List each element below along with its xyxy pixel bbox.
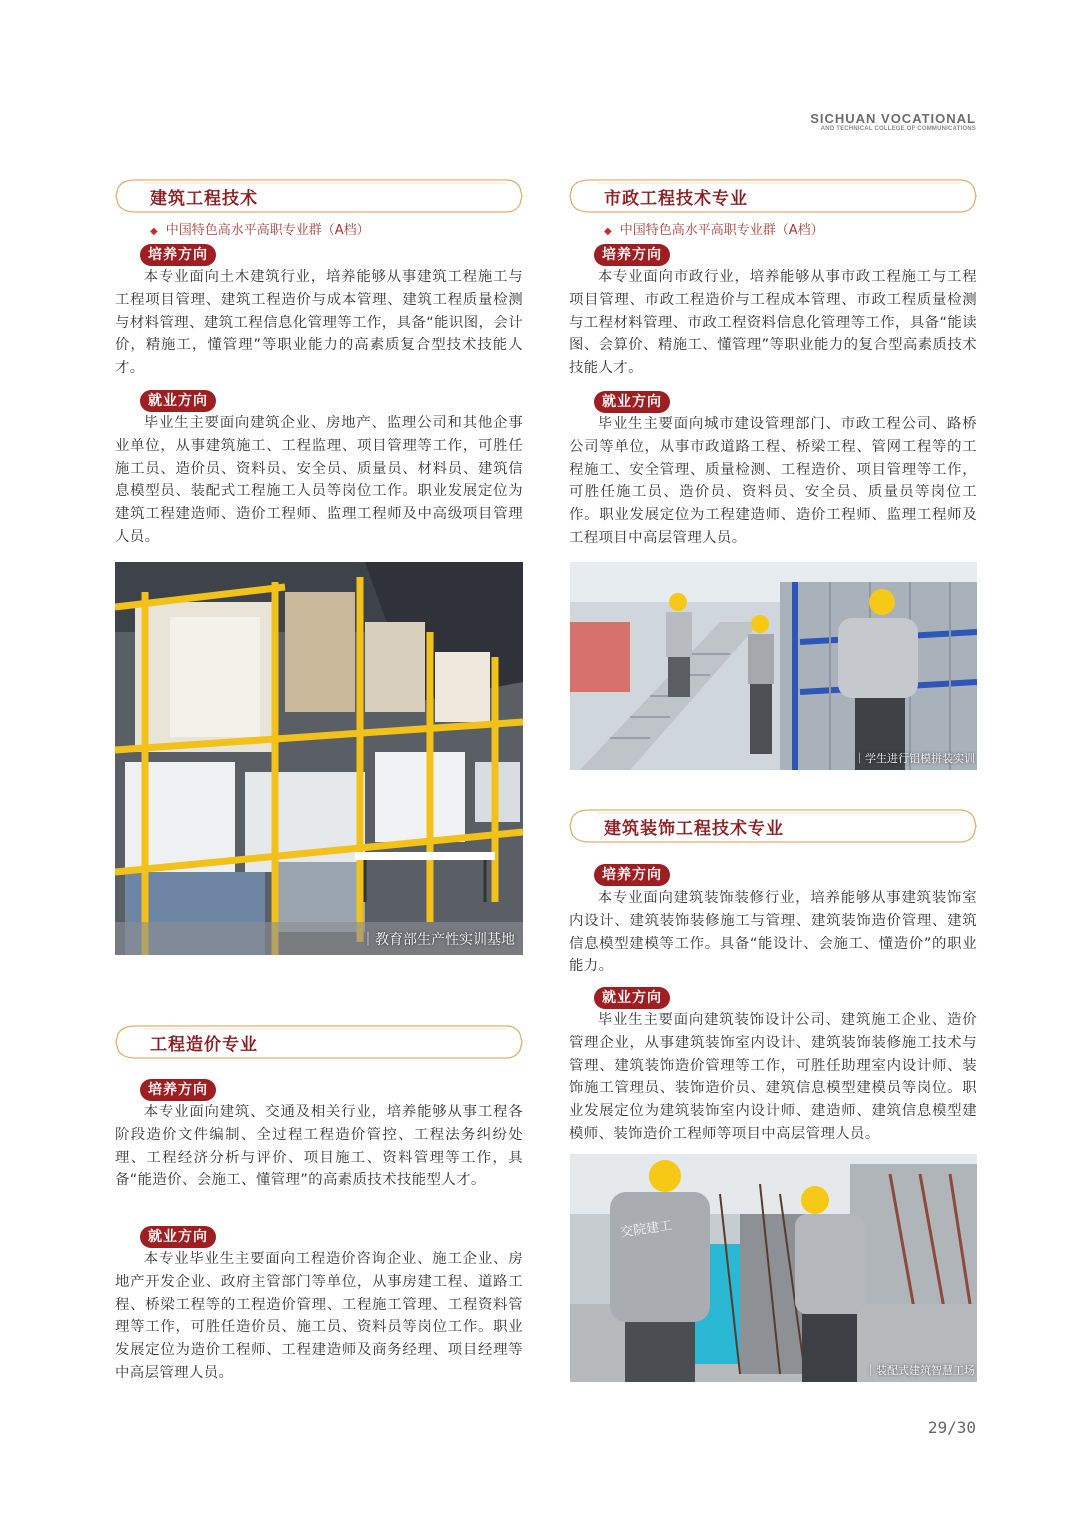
job-direction-tag: 就业方向 <box>140 1226 216 1248</box>
job-direction-text: 毕业生主要面向建筑企业、房地产、监理公司和其他企事业单位，从事建筑施工、工程监理、项目管理等工作，可胜任施工员、造价员、资料员、安全员、质量员、材料员、建筑信息模型员、装配式工程施工人员等岗位工作。职业发展定位为建筑工程建造师、造价工程师、监理工程师及中高级项目管理人员。 <box>115 415 523 545</box>
section-title: 建筑工程技术 <box>150 189 258 209</box>
section-title-frame-jianzhu <box>114 178 524 214</box>
page-number: 29/30 <box>927 1418 976 1437</box>
train-direction-text: 本专业面向建筑、交通及相关行业，培养能够从事工程各阶段造价文件编制、全过程工程造价管控、工程法务纠纷处理、工程经济分析与评价、项目施工、资料管理等工作，具备“能造价、会施工、懂管理”的高素质技术技能型人才。 <box>115 1104 523 1189</box>
job-direction-tag: 就业方向 <box>140 390 216 412</box>
level-line <box>150 219 370 238</box>
photo-formwork-training <box>570 562 977 770</box>
train-direction-tag: 培养方向 <box>140 244 216 266</box>
job-direction-text: 毕业生主要面向建筑装饰设计公司、建筑施工企业、造价管理企业，从事建筑装饰室内设计、建筑装饰装修施工技术与管理、建筑装饰造价管理等工作，可胜任助理室内设计师、装饰施工管理员、装饰造价员、建筑信息模型建模员等岗位。职业发展定位为建筑装饰室内设计师、建造师、建筑信息模型建模师、装饰造价工程师等项目中高层管理人员。 <box>569 1012 977 1142</box>
level-line <box>604 219 824 238</box>
train-direction-text: 本专业面向建筑装饰装修行业，培养能够从事建筑装饰室内设计、建筑装饰装修施工与管理、建筑装饰造价管理、建筑信息模型建模等工作。具备“能设计、会施工、懂造价”的职业能力。 <box>569 890 977 975</box>
train-direction-tag: 培养方向 <box>594 244 670 266</box>
train-direction-tag: 培养方向 <box>594 864 670 886</box>
photo-caption: ｜装配式建筑智慧工场 <box>865 1364 975 1377</box>
section-title: 工程造价专业 <box>150 1035 258 1055</box>
train-direction-text: 本专业面向土木建筑行业，培养能够从事建筑工程施工与工程项目管理、建筑工程造价与成本管理、建筑工程质量检测与材料管理、建筑工程信息化管理等工作，具备“能识图，会计价，精施工，懂管理”等职业能力的高素质复合型技术技能人才。 <box>115 269 523 377</box>
job-direction-tag: 就业方向 <box>594 987 670 1009</box>
train-direction-tag: 培养方向 <box>140 1079 216 1101</box>
diamond-bullet-icon: ◆ <box>150 226 158 237</box>
brand-title: SICHUAN VOCATIONAL <box>810 111 976 126</box>
photo-caption: ｜教育部生产性实训基地 <box>361 932 515 948</box>
section-title: 市政工程技术专业 <box>604 189 748 209</box>
brand-subtitle: AND TECHNICAL COLLEGE OF COMMUNICATIONS <box>820 126 976 132</box>
train-direction-text: 本专业面向市政行业，培养能够从事市政工程施工与工程项目管理、市政工程造价与工程成本管理、市政工程质量检测与工程材料管理、市政工程资料信息化管理等工作，具备“能读图、会算价、精施工、懂管理”等职业能力的复合型高素质技术技能人才。 <box>569 269 977 377</box>
job-direction-text: 毕业生主要面向城市建设管理部门、市政工程公司、路桥公司等单位，从事市政道路工程、桥梁工程、管网工程等的工程施工、安全管理、质量检测、工程造价、项目管理等工作，可胜任施工员、造价员、资料员、安全员、质量员等岗位工作。职业发展定位为工程建造师、造价工程师、监理工程师及工程项目中高层管理人员。 <box>569 416 977 546</box>
diamond-bullet-icon: ◆ <box>604 226 612 237</box>
section-title-frame-zaojia <box>114 1024 524 1060</box>
level-text: 中国特色高水平高职专业群（A档） <box>165 223 370 238</box>
photo-training-base <box>115 562 523 955</box>
section-title-frame-shizheng <box>568 178 978 214</box>
photo-caption: ｜学生进行铝模拼装实训 <box>854 752 975 765</box>
job-direction-text: 本专业毕业生主要面向工程造价咨询企业、施工企业、房地产开发企业、政府主管部门等单位，从事房建工程、道路工程、桥梁工程等的工程造价管理、工程施工管理、工程资料管理等工作，可胜任造价员、施工员、资料员等岗位工作。职业发展定位为造价工程师、工程建造师及商务经理、项目经理等中高层管理人员。 <box>115 1251 523 1381</box>
section-title-frame-zhuangshi <box>568 808 978 844</box>
vest-lettering: 交院建工 <box>619 1218 674 1241</box>
level-text: 中国特色高水平高职专业群（A档） <box>619 223 824 238</box>
section-title: 建筑装饰工程技术专业 <box>604 819 784 839</box>
job-direction-tag: 就业方向 <box>594 391 670 413</box>
photo-prefab-workshop <box>570 1154 977 1382</box>
